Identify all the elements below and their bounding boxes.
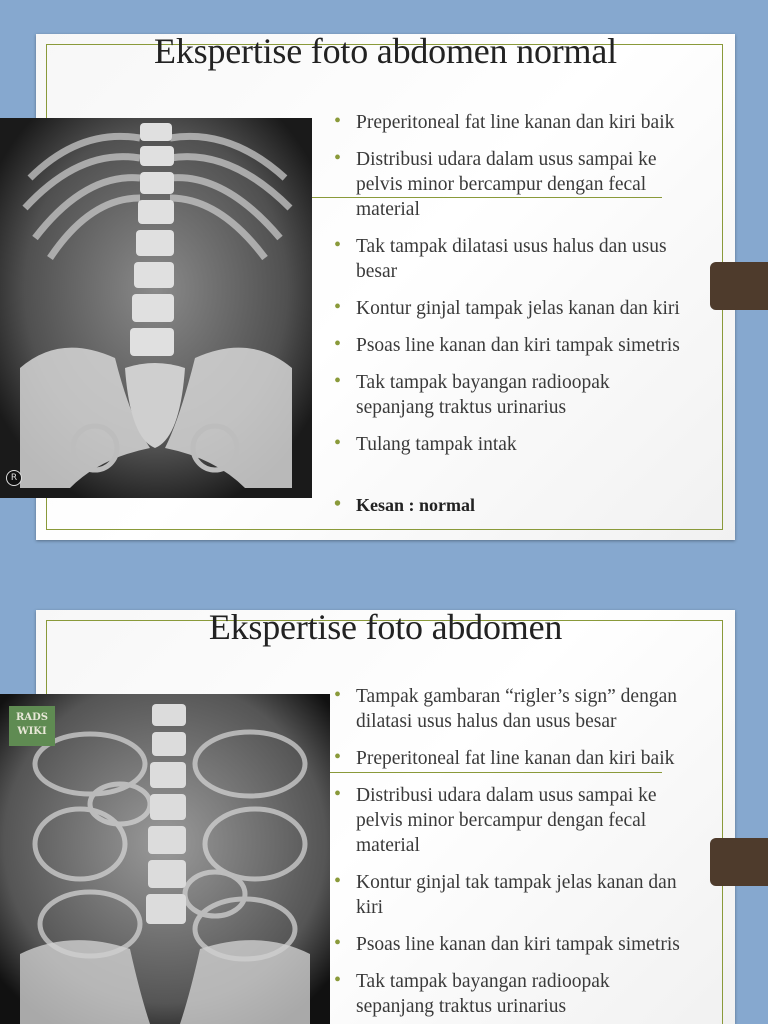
finding-item: • Psoas line kanan dan kiri tampak simetris [332,932,735,957]
slide-tab [710,262,768,310]
finding-item: • Psoas line kanan dan kiri tampak simetris [332,333,735,358]
finding-item: • Tak tampak bayangan radioopak sepanjang traktus urinarius [332,969,735,1019]
finding-item: • Distribusi udara dalam usus sampai ke pelvis minor bercampur dengan fecal material [332,783,735,858]
finding-item: • Preperitoneal fat line kanan dan kiri baik [332,746,735,771]
finding-item: • Tak tampak dilatasi usus halus dan usus besar [332,234,735,284]
slide-title: Ekspertise foto abdomen normal [154,34,617,71]
finding-item: • Tak tampak bayangan radioopak sepanjang traktus urinarius [332,370,735,420]
finding-item: • Tampak gambaran “rigler’s sign” dengan dilatasi usus halus dan usus besar [332,684,735,734]
impression-item: • Kesan : normal [332,493,735,518]
finding-item: • Tulang tampak intak [332,432,735,457]
abdomen-xray-normal [0,118,312,498]
slide-title: Ekspertise foto abdomen [208,610,563,647]
slide-tab [710,838,768,886]
findings-list [332,684,735,1024]
findings-list [332,110,735,530]
side-marker: R [6,470,22,486]
finding-item: • Preperitoneal fat line kanan dan kiri baik [332,110,735,135]
finding-item: • Kontur ginjal tak tampak jelas kanan dan kiri [332,870,735,920]
finding-item: • Distribusi udara dalam usus sampai ke pelvis minor bercampur dengan fecal material [332,147,735,222]
finding-item: • Kontur ginjal tampak jelas kanan dan kiri [332,296,735,321]
rads-wiki-badge: RADS WIKI [9,706,55,746]
